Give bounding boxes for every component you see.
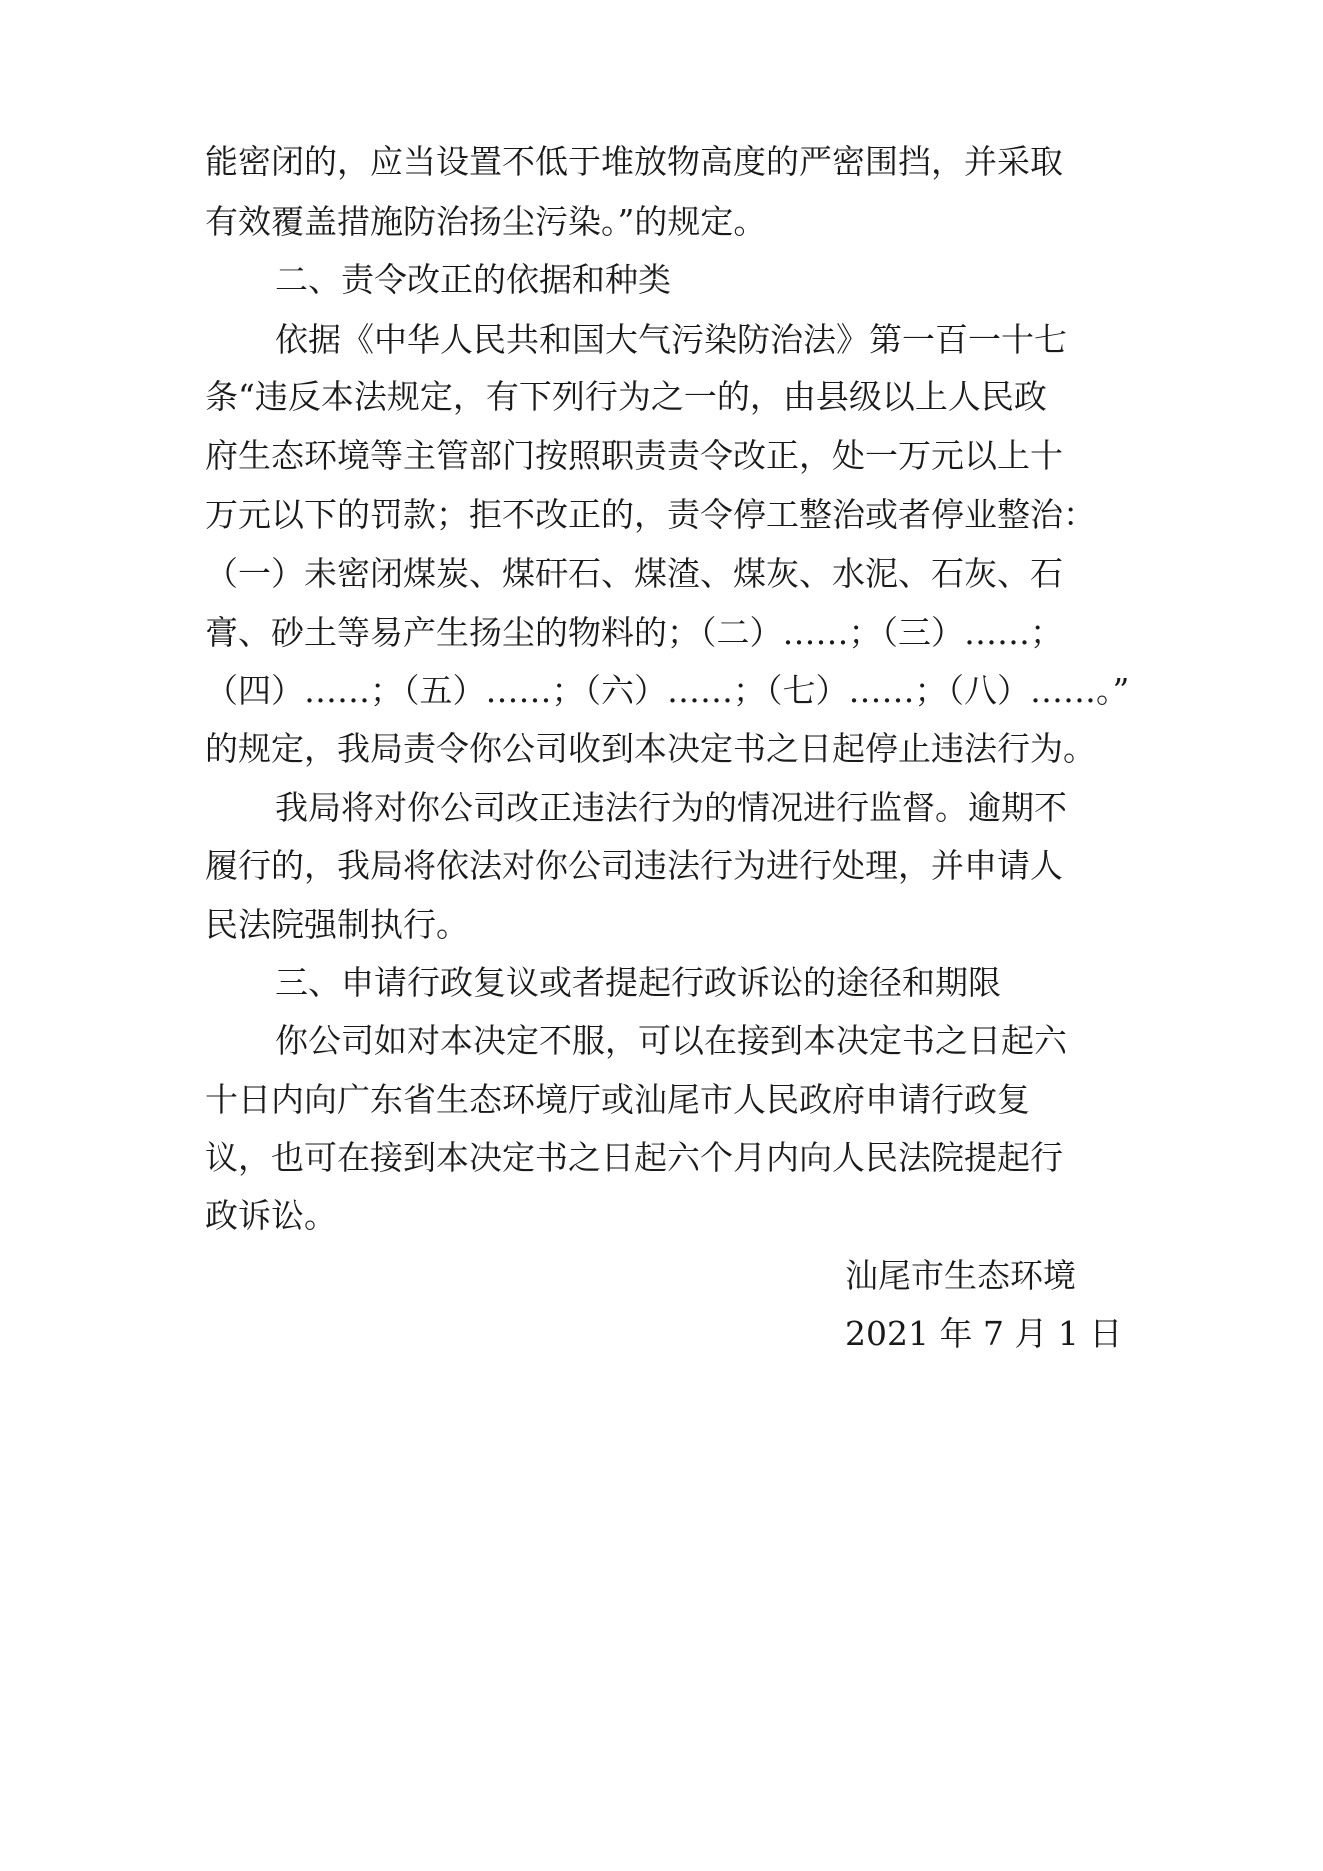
body-text-line: 民法院强制执行。 (205, 905, 469, 944)
body-text-line: 膏、砂土等易产生扬尘的物料的；（二）……；（三）……； (205, 613, 1063, 652)
body-text-line: 有效覆盖措施防治扬尘污染。”的规定。 (205, 202, 767, 241)
body-text-line: 府生态环境等主管部门按照职责责令改正，处一万元以上十 (205, 436, 1063, 475)
body-text-line: （四）……；（五）……；（六）……；（七）……；（八）……。” (205, 671, 1130, 710)
body-text-line: 我局将对你公司改正违法行为的情况进行监督。逾期不 (275, 788, 1067, 827)
body-text-line: 能密闭的，应当设置不低于堆放物高度的严密围挡，并采取 (205, 142, 1063, 181)
body-text-line: 依据《中华人民共和国大气污染防治法》第一百一十七 (275, 320, 1067, 359)
body-text-line: 万元以下的罚款；拒不改正的，责令停工整治或者停业整治： (205, 495, 1096, 534)
body-text-line: 履行的，我局将依法对你公司违法行为进行处理，并申请人 (205, 846, 1063, 885)
section-heading: 三、申请行政复议或者提起行政诉讼的途径和期限 (275, 963, 1001, 1002)
section-heading: 二、责令改正的依据和种类 (275, 260, 671, 299)
body-text-line: 议，也可在接到本决定书之日起六个月内向人民法院提起行 (205, 1138, 1063, 1177)
body-text-line: 政诉讼。 (205, 1196, 337, 1235)
body-text-line: 你公司如对本决定不服，可以在接到本决定书之日起六 (275, 1021, 1067, 1060)
signature-date: 2021 年 7 月 1 日 (845, 1314, 1123, 1353)
body-text-line: 条“违反本法规定，有下列行为之一的，由县级以上人民政 (205, 377, 1047, 416)
body-text-line: 十日内向广东省生态环境厅或汕尾市人民政府申请行政复 (205, 1080, 1030, 1119)
body-text-line: （一）未密闭煤炭、煤矸石、煤渣、煤灰、水泥、石灰、石 (205, 554, 1063, 593)
signature-authority: 汕尾市生态环境 (845, 1256, 1076, 1295)
body-text-line: 的规定，我局责令你公司收到本决定书之日起停止违法行为。 (205, 729, 1096, 768)
